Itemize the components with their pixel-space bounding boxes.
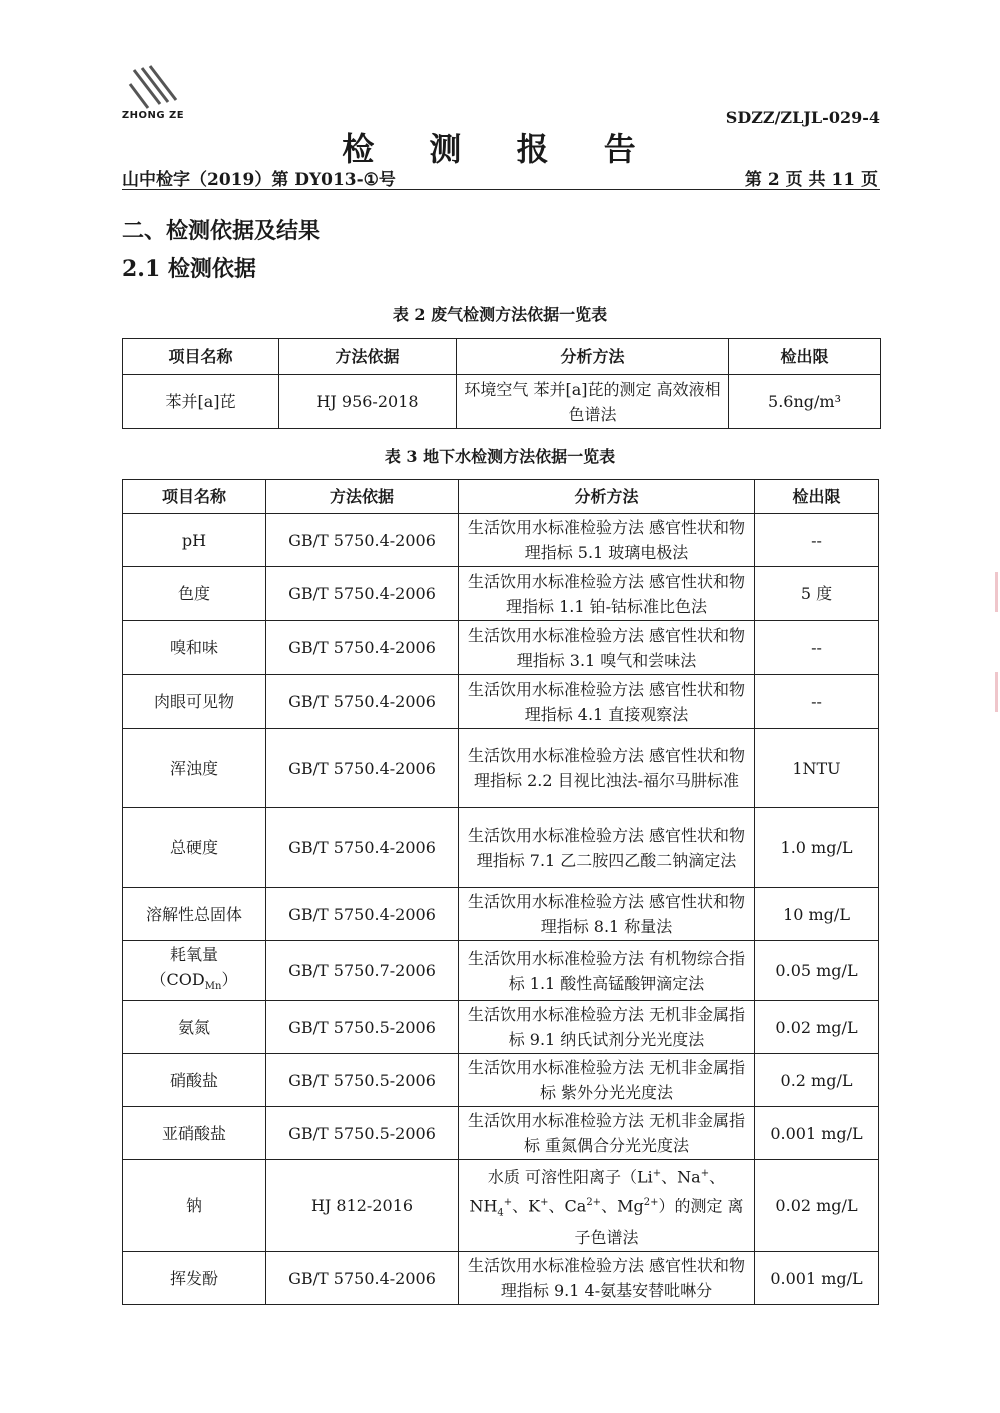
detection-limit-cell: 1.0 mg/L	[755, 808, 879, 888]
table-row	[123, 888, 879, 941]
analysis-method-cell: 生活饮用水标准检验方法 无机非金属指标 9.1 纳氏试剂分光光度法	[459, 1001, 755, 1054]
method-basis-cell: GB/T 5750.5-2006	[266, 1107, 459, 1160]
analysis-method-cell: 生活饮用水标准检验方法 感官性状和物理指标 5.1 玻璃电极法	[459, 514, 755, 567]
item-name-cell: 总硬度	[123, 808, 266, 888]
item-name-cell: 钠	[123, 1160, 266, 1252]
detection-limit-cell: 0.2 mg/L	[755, 1054, 879, 1107]
document-code: SDZZ/ZLJL-029-4	[725, 108, 880, 127]
analysis-method-cell: 生活饮用水标准检验方法 无机非金属指标 重氮偶合分光光度法	[459, 1107, 755, 1160]
analysis-method-cell: 生活饮用水标准检验方法 有机物综合指标 1.1 酸性高锰酸钾滴定法	[459, 941, 755, 1001]
table-row	[123, 1001, 879, 1054]
page-number: 第 2 页 共 11 页	[744, 170, 878, 190]
column-header-item: 项目名称	[123, 339, 279, 375]
item-name-cell: pH	[123, 514, 266, 567]
analysis-method-cell: 生活饮用水标准检验方法 无机非金属指标 紫外分光光度法	[459, 1054, 755, 1107]
method-basis-cell: GB/T 5750.4-2006	[266, 567, 459, 621]
analysis-method-cell: 水质 可溶性阳离子（Li+、Na+、$NH_4^+$、K+、$Ca^{2+}$、$Mg^{2+}$）的测定 离子色谱法	[459, 1160, 755, 1252]
table-row	[123, 1160, 879, 1252]
analysis-method-cell: 环境空气 苯并[a]芘的测定 高效液相色谱法	[457, 375, 729, 429]
column-header-basis: 方法依据	[266, 480, 459, 514]
table-header-row	[123, 480, 879, 514]
column-header-method: 分析方法	[459, 480, 755, 514]
table3-caption: 表 3 地下水检测方法依据一览表	[384, 447, 616, 466]
detection-limit-cell: --	[755, 621, 879, 675]
table-row	[123, 729, 879, 808]
item-name-cell: 肉眼可见物	[123, 675, 266, 729]
section-title: 二、检测依据及结果	[122, 218, 321, 244]
analysis-method-cell: 生活饮用水标准检验方法 感官性状和物理指标 3.1 嗅气和尝味法	[459, 621, 755, 675]
column-header-basis: 方法依据	[279, 339, 457, 375]
item-name-cell: 硝酸盐	[123, 1054, 266, 1107]
item-name-cell: 嗅和味	[123, 621, 266, 675]
method-basis-cell: GB/T 5750.4-2006	[266, 729, 459, 808]
report-reference-number: 山中检字（2019）第 DY013-①号	[122, 170, 396, 190]
method-basis-cell: GB/T 5750.4-2006	[266, 808, 459, 888]
groundwater-method-table	[122, 479, 879, 1305]
seal-stamp-edge	[983, 672, 998, 712]
table-row	[123, 1054, 879, 1107]
column-header-method: 分析方法	[457, 339, 729, 375]
analysis-method-cell: 生活饮用水标准检验方法 感官性状和物理指标 7.1 乙二胺四乙酸二钠滴定法	[459, 808, 755, 888]
detection-limit-cell: 10 mg/L	[755, 888, 879, 941]
table2-caption: 表 2 废气检测方法依据一览表	[392, 305, 608, 324]
table-row	[123, 808, 879, 888]
table-row	[123, 514, 879, 567]
header-divider	[122, 189, 880, 190]
table-row	[123, 567, 879, 621]
method-basis-cell: HJ 956-2018	[279, 375, 457, 429]
column-header-limit: 检出限	[755, 480, 879, 514]
exhaust-gas-method-table	[122, 338, 881, 429]
table-row	[123, 1107, 879, 1160]
page-title: 检 测 报 告	[342, 130, 658, 168]
detection-limit-cell: --	[755, 514, 879, 567]
logo-mark-icon	[120, 64, 186, 110]
item-name-cell: 浑浊度	[123, 729, 266, 808]
detection-limit-cell: 0.02 mg/L	[755, 1160, 879, 1252]
subsection-title: 2.1 检测依据	[122, 256, 256, 282]
method-basis-cell: GB/T 5750.4-2006	[266, 888, 459, 941]
company-logo	[120, 64, 190, 124]
item-name-cell: 挥发酚	[123, 1252, 266, 1305]
logo-text: ZHONG ZE	[121, 110, 185, 121]
item-name-cell: 耗氧量 $(COD_{Mn})$	[123, 941, 266, 1001]
column-header-limit: 检出限	[729, 339, 881, 375]
detection-limit-cell: 0.05 mg/L	[755, 941, 879, 1001]
method-basis-cell: GB/T 5750.4-2006	[266, 675, 459, 729]
detection-limit-cell: 0.02 mg/L	[755, 1001, 879, 1054]
method-basis-cell: GB/T 5750.4-2006	[266, 621, 459, 675]
item-name-cell: 氨氮	[123, 1001, 266, 1054]
item-name-cell: 色度	[123, 567, 266, 621]
method-basis-cell: HJ 812-2016	[266, 1160, 459, 1252]
method-basis-cell: GB/T 5750.4-2006	[266, 514, 459, 567]
analysis-method-cell: 生活饮用水标准检验方法 感官性状和物理指标 2.2 目视比浊法-福尔马肼标准	[459, 729, 755, 808]
table-row	[123, 1252, 879, 1305]
seal-stamp-edge	[983, 572, 998, 612]
column-header-item: 项目名称	[123, 480, 266, 514]
table-row	[123, 675, 879, 729]
detection-limit-cell: 1NTU	[755, 729, 879, 808]
analysis-method-cell: 生活饮用水标准检验方法 感官性状和物理指标 8.1 称量法	[459, 888, 755, 941]
detection-limit-cell: 5.6ng/m³	[729, 375, 881, 429]
detection-limit-cell: 5 度	[755, 567, 879, 621]
detection-limit-cell: --	[755, 675, 879, 729]
method-basis-cell: GB/T 5750.4-2006	[266, 1252, 459, 1305]
item-name-cell: 苯并[a]芘	[123, 375, 279, 429]
detection-limit-cell: 0.001 mg/L	[755, 1252, 879, 1305]
analysis-method-cell: 生活饮用水标准检验方法 感官性状和物理指标 1.1 铂-钴标准比色法	[459, 567, 755, 621]
detection-limit-cell: 0.001 mg/L	[755, 1107, 879, 1160]
item-name-cell: 亚硝酸盐	[123, 1107, 266, 1160]
analysis-method-cell: 生活饮用水标准检验方法 感官性状和物理指标 9.1 4-氨基安替吡啉分	[459, 1252, 755, 1305]
method-basis-cell: GB/T 5750.7-2006	[266, 941, 459, 1001]
table-row	[123, 941, 879, 1001]
item-name-cell: 溶解性总固体	[123, 888, 266, 941]
method-basis-cell: GB/T 5750.5-2006	[266, 1001, 459, 1054]
table-header-row	[123, 339, 881, 375]
method-basis-cell: GB/T 5750.5-2006	[266, 1054, 459, 1107]
table-row	[123, 621, 879, 675]
table-row	[123, 375, 881, 429]
analysis-method-cell: 生活饮用水标准检验方法 感官性状和物理指标 4.1 直接观察法	[459, 675, 755, 729]
